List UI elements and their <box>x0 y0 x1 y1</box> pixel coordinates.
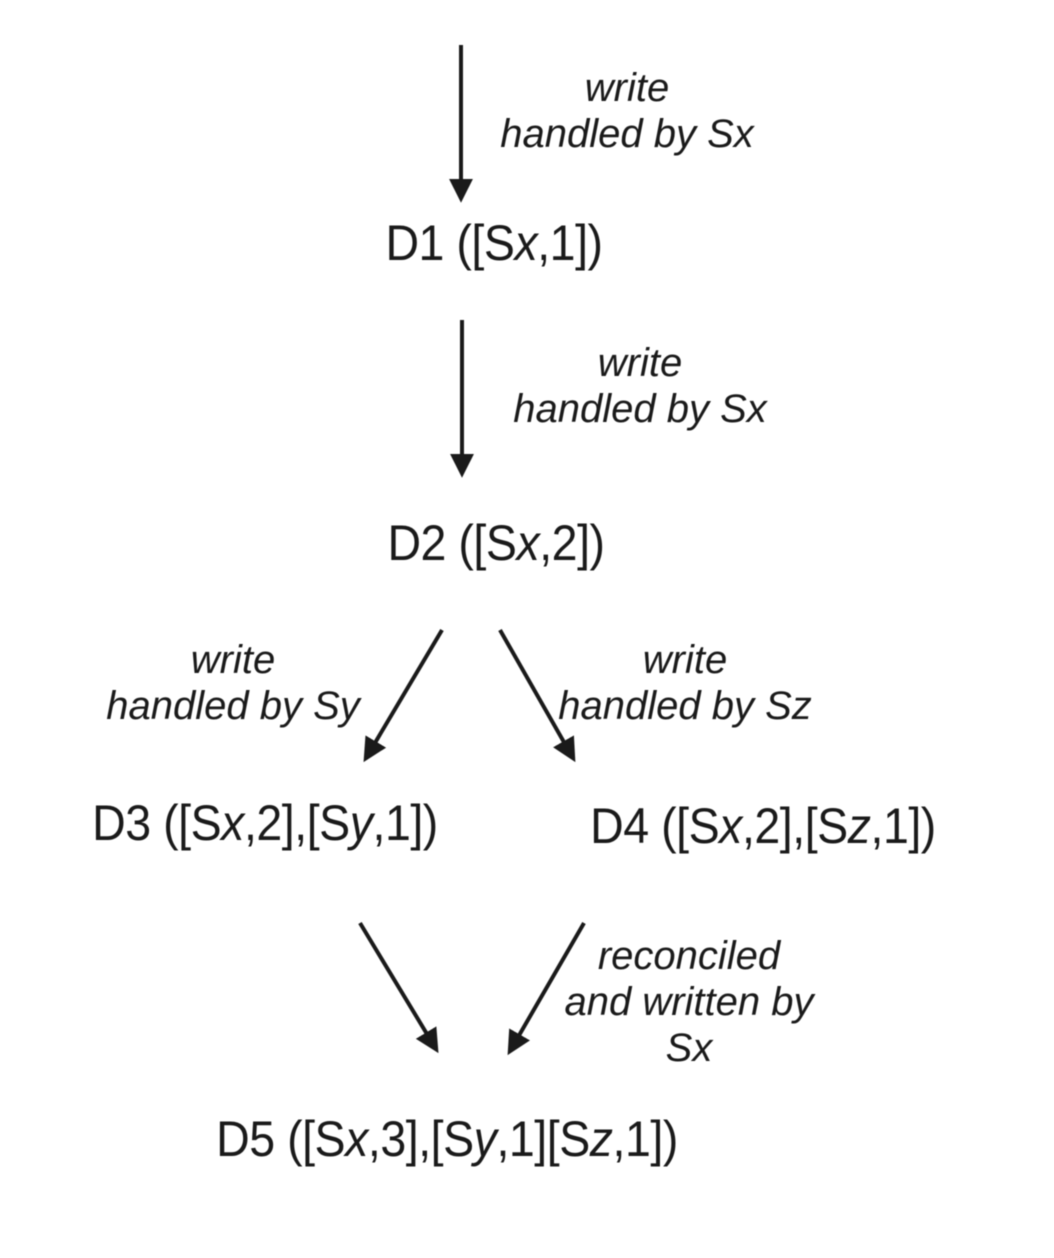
node-d1-text: D1 ([S <box>385 215 515 271</box>
node-d5-text: ,3],[S <box>367 1111 474 1167</box>
edge-label-write-sz <box>558 637 812 729</box>
edge-label-line: and written by <box>564 980 814 1024</box>
node-d4-text: ,1]) <box>870 798 936 854</box>
node-d2-text: D2 ([S <box>387 515 517 571</box>
arrow-d2-to-d3 <box>366 630 442 758</box>
node-d1-text: ,1]) <box>537 215 603 271</box>
node-d3 <box>92 795 438 851</box>
edge-label-line: Sx <box>665 1026 713 1070</box>
edge-label-line: reconciled <box>597 934 781 978</box>
node-d4-text: z <box>847 798 871 854</box>
node-d4 <box>590 798 936 854</box>
arrow-d3-to-d5 <box>360 923 436 1049</box>
node-d5-text: y <box>473 1111 497 1167</box>
node-d5-text: x <box>345 1111 368 1167</box>
node-d1 <box>385 215 603 271</box>
node-d1-text: x <box>514 215 538 271</box>
node-d3-text: x <box>221 795 244 851</box>
node-d4-text: ,2],[S <box>741 798 848 854</box>
edge-label-line: handled by Sy <box>106 684 360 728</box>
node-d2-text: x <box>516 515 540 571</box>
edge-label-line: write <box>597 341 683 385</box>
node-d3-text: y <box>349 795 373 851</box>
edge-label-line: write <box>642 638 728 682</box>
edge-label-line: write <box>584 66 670 110</box>
node-d3-text: ,1]) <box>372 795 438 851</box>
node-d3-text: ,2],[S <box>243 795 350 851</box>
node-d4-text: x <box>719 798 742 854</box>
edge-label-line: handled by Sx <box>513 387 767 431</box>
edge-label-line: handled by Sx <box>500 112 754 156</box>
node-d5-text: ,1][S <box>496 1111 590 1167</box>
node-d4-text: D4 ([S <box>590 798 720 854</box>
node-d3-text: D3 ([S <box>92 795 222 851</box>
node-d5-text: D5 ([S <box>216 1111 346 1167</box>
node-d2-text: ,2]) <box>539 515 605 571</box>
node-d2 <box>387 515 605 571</box>
edge-label-write-sy <box>106 637 360 729</box>
node-d5-text: z <box>589 1111 613 1167</box>
node-d5 <box>216 1111 678 1167</box>
node-d5-text: ,1]) <box>612 1111 678 1167</box>
edge-label-write-sx-1 <box>500 65 754 157</box>
edge-label-line: write <box>190 638 276 682</box>
edge-label-reconciled <box>564 933 813 1071</box>
edge-label-write-sx-2 <box>513 340 767 432</box>
edge-label-line: handled by Sz <box>558 684 812 728</box>
